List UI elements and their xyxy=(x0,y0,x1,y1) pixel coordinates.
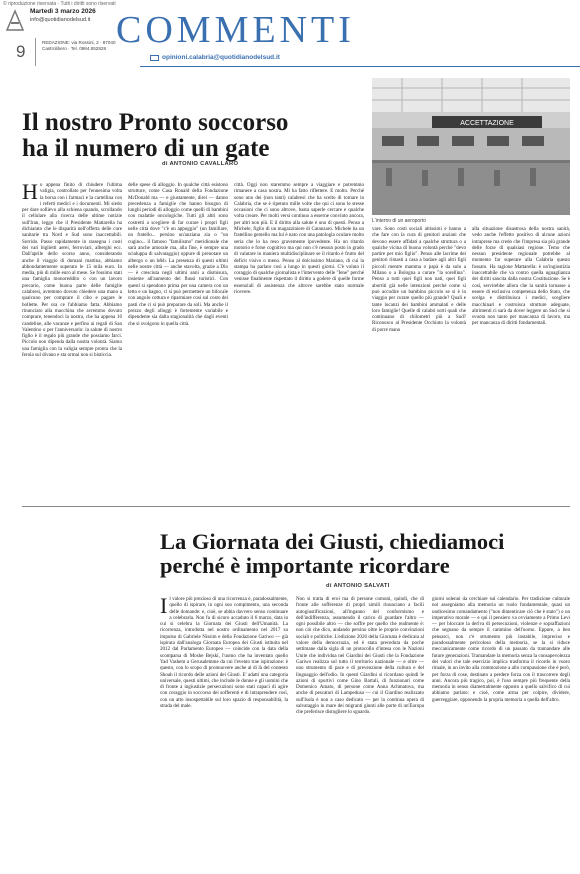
dropcap-letter: H xyxy=(22,182,38,204)
article2-column-2 xyxy=(296,596,424,862)
article2-title-line2: perché è importante ricordare xyxy=(160,553,450,578)
article2-column-3 xyxy=(432,596,570,862)
article2-title-line1: La Giornata dei Giusti, chiediamoci xyxy=(160,529,505,554)
photo-caption: L'interno di un aeroporto xyxy=(372,218,427,224)
check-in-sign: ACCETTAZIONE xyxy=(460,120,514,127)
article1-column-5 xyxy=(472,226,570,504)
airport-photo xyxy=(372,78,570,215)
newspaper-email[interactable]: info@quotidianodelsud.it xyxy=(30,17,91,23)
newspaper-logo-icon xyxy=(4,8,26,34)
article1-title xyxy=(22,110,352,162)
masthead xyxy=(0,8,580,78)
masthead-rule xyxy=(140,66,580,67)
article-separator xyxy=(22,506,570,507)
masthead-divider xyxy=(35,38,36,66)
article1-title-line2: ha il numero di un gate xyxy=(22,135,270,162)
envelope-icon xyxy=(150,55,159,61)
article1-col2-text: delle spese di alloggio. In qualche città esistono strutture, come Casa Ronald della Fondazione McDonald ma — e giustamente, direi — danno precedenza a famiglie che hanno bisogno di lunghi periodi di alloggio come quelli di bambini con malattie oncologiche. Tutti gli altri sono costretti a scegliere di far curare i propri figli nelle città dove "c'è un appoggio" (un familiare, un fratello... persino un'anziana zia o "un cugino... il famoso "familismo" meridionale che sarà anche amorale ma, alla fine, è sempre una scialuppa di salvataggio) oppure di prenotare un albergo o un b&b. La presenza di questi ultimi nelle nostre città — anche stavolta, grazie a Dio — è cresciuta negli ultimi anni a dismisura, insieme all'aumento dei flussi turistici. Con questi si spendono prima per una camera con un letto e un bagno, ci si può permettere un bilocale con angolo cottura e riparmiare così sul costo dei pasti che ci si può preparare da soli. Ma anche il prezzo degli alloggi è fortemente variabile e dipendente sia dalla stagionalità che dagli eventi che si svolgono in quella città. xyxy=(128,182,228,327)
article1-column-3 xyxy=(234,182,364,504)
article2-byline: di ANTONIO SALVATI xyxy=(326,583,390,589)
section-email[interactable]: opinioni.calabria@quotidianodelsud.it xyxy=(162,54,280,61)
article1-byline: di ANTONIO CAVALLARO xyxy=(162,161,239,167)
editorial-office-info: REDAZIONE: via Rossini, 2 · 87040 Castrolibero · Tel. 0984.852828 xyxy=(42,40,116,51)
article1-title-line1: Il nostro Pronto soccorso xyxy=(22,109,289,136)
article2-title xyxy=(160,530,560,578)
copyright-note: © riproduzione riservata · Tutti i diritti sono riservati xyxy=(3,1,116,7)
article2-col2-text: Non si tratta di eroi ma di persone comuni, quindi, che di fronte alle sofferenze di propri simili rinunciano a facili autogiustificazioni, all'inganno del conformismo e dell'indifferenza, assumendo il carico di guardare l'altro — ogni possibile altro — che soffre per quello che realmente è: non ciò che dico, andando persino oltre le proprie convinzioni sociali e politiche. L'edizione 2026 della Giornata è dedicata al valore della democrazia, ed è stata preceduta da poche settimane dalla sigla di un protocollo d'intesa con le Nazioni Unite che individua nei Giardini dei Giusti che la Fondazione Gariwo realizza sul tutto il territorio nazionale — e oltre — uno strumento di pace e di prevenzione della cultura e del linguaggio dell'odio. In questi Giardini si ricordano quindi le azioni di sportivi come Gino Bartali, di funzionari come Domenico Amato, di persone come Anna Achmatova, ma anche di pescatori di Lampedusa — cui il Giardino realizzato sull'Isola è non a caso dedicato — per la continua opera di salvataggio in mare dei migranti giunti alle porte di un'Europa che preferisce distogliere lo sguardo. xyxy=(296,596,424,716)
dropcap-letter-2: I xyxy=(160,596,168,618)
article1-col5-text: alla situazione disastrosa della nostra sanità, vedo anche l'effetto positivo di alcune azioni intraprese ma credo che l'impresa sia più grande delle forze di qualsiasi regione. Temo che nessun presidente regionale potrebbe al momento far superare alla Calabria questo fossato. Ha ragione Mattarella: è un'ingiustizia inaccettabile che va contro quella uguaglianza dei diritti sancita dalla nostra Costituzione. Se è così, servirebbe allora che la sanità tornasse a essere di esclusiva competenza dello Stato, che scelga e distribuisca i medici, scegliere macchinari e costruisca strutture adeguate, altrimenti ci sarà da dover leggere un Sud che si svuota non tanto per mancanza di lavoro, ma per mancanza di diritti fondamentali. xyxy=(472,226,570,327)
page-number: 9 xyxy=(16,42,26,61)
article2-col3-text: giorni solenni da cerchiare sul calendario. Per tradizione culturale noi assegniamo alla memoria un ruolo fondamentale, quasi un undicesimo comandamento ("non dimenticare ciò che è stato") o un imperativo morale — e qui il pensiero va ovviamente a Primo Levi — per bloccare la deriva di persecuzioni, violenze e sopraffazioni che segnano da sempre il cammino dell'uomo. Eppure, a ben pensarci, non c'è strumento più instabile, imprecisо e paradossalmente pericoloso della memoria, se la si riduce meccanicamente come ricordo di un passato da tramandare alle future generazioni. Tramandare la memoria senza la consapevolezza dei valori che tale esercizio implica trasforma il ricordo in vuoto rituale, in un invito alla commozione a allo compassione che è però, per forza di cose, destinato a perdere forza con il trascorrere degli anni. Ancora più tragico, poi, è l'uso sempre più frequente della memoria in senso diametralmente opposto a quello salvifico di cui abbiamo parlato: e cioè, come arma per colpire, dividere, guerreggiare, opponendo la propria memoria a quella dell'altro. xyxy=(432,596,570,703)
article1-column-4 xyxy=(372,226,466,504)
article1-column-1 xyxy=(22,182,122,504)
airport-check-in-image xyxy=(372,78,570,215)
article1-col3-text: città. Oggi non staremmo sempre a viaggiare e potremmo rimanere a casa nostra. Mi ha fatto riflettere. E molto. Perché sono uno dei (non tanti) calabresi che ha scelto di tornare in Calabria, che se è ripetuto mille volte che qui ci sono le stesse occasioni che ci sono altrove, basta saperle cercare e qualche volta creare. Per molti versi continuo a esserne convinto ancora, per altri non più. E il diritto alla salute è uno di questi. Penso a Michele, figlio di un magazziniere di Catanzaro. Michele ha un fratellino gemello ma lui è nato con una patologia oculare molto seria che lo ha reso gravemente ipovedente. Ha un ritardo motorio e forse cognitivo ma qui non c'è nessun posto in grado di valutare in maniera multidisciplinare se il ritardo è frutto del deficit visivo o meno. Penso al dolcissimo Mariano, di cui la stampa ha parlato così a lungo in questi giorni. C'è voluto il coraggio di qualche giornalista e l'intervento delle "Iene" perché venisse finalmente rispettato il diritto a godere di quelle forme essenziali di assistenza che altrove sarebbe stato normale ricevere. xyxy=(234,182,364,296)
article2-column-1 xyxy=(160,596,288,862)
section-title: COMMENTI xyxy=(116,9,355,51)
article1-col4-text: vare. Sono costi sociali altissimi e hanno a che fare con la cura di genitori anziani che devono essere affidati a qualche struttura o a qualche vicina di buona volontà perché "devo partire per mio figlio". Penso alle lacrime dei genitori rimasti a casa a badare agli altri figli piccoli mentre mamma o papà è da solo a Milano o a Bologna a curare "la sorellina". Penso a tutti quei figli non nati, quei figli abortiti già nelle intenzioni perché come si può accudire un bambino piccolo se si è in viaggio per curare quello più grande? Quali e tante locanzi dei bambini ammalati e delle loro famiglie! Quelle di calabri sorti quali che continuano di chilometri più a Sud? Riconosco al Presidente Occhiuto la volontà di porre mano xyxy=(372,226,466,333)
article1-column-2 xyxy=(128,182,228,504)
article1-col1-text: o appena finito di chiudere l'ultima valigia, controllato per l'ennesima volta la borsa con i farmaci e la cartellina con i referti medici e i documenti. Mi siedo per dare sollievo alla schiena quando, scrollando il cellulare alla ricerca delle ultime notizie sull'Iran, leggo che il Presidente Mattarella ha dichiarato che le disparità nell'offerta delle cure sanitarie tra Nord e Sud sono inaccettabili. Sorrido. Passo rapidamente in rassegna i costi dei vari biglietti aerei, ferroviari, alberghi ecc. Dall'aprile dello scorso anno, considerando anche il viaggio di domani mattina, abbiamo abbondantemente superato le 15 mila euro. In media, più di mille euro al mese. Se fossimo stati una famiglia monoreddito o con un lavoro precario, come buona parte delle famiglie calabresi, avremmo dovuto chiedere una mano a qualcuno per comprare il cibo e pagare le bollette. Per ora ce l'abbiamo fatta. Abbiamo rinunciato alla macchina che avremmo dovuto comprare, tenendoci la nostra, che ha appena 16 candeline, alle vacanze e perfino ai regali di San Valentino o per l'anniversario: la salute di nostro figlio è il regalo più grande che possiamo farci. Piccolo non dipenda dalla nostra volontà. Siamo una famiglia con la valigia sempre pronta che la ferola sul divano e sta ormai non si bisticcia. xyxy=(22,182,122,359)
article2-col1-text: l valore più prezioso di una ricorrenza è, paradossalmente, quello di ispirare, in ogni suo compimento, una seconda delle domande: e, cioè, se abbia davvero senso continuare a celebrarla. Non fu di sicuro accaduto il 6 marzo, data in cui si celebra la Giornata dei Giusti dell'Umanità. La ricorrenza, introdotta nel nostro ordinamento nel 2017 su impulso di Gabriele Nissim e della Fondazione Gariwo — già ispirata dall'analoga Giornata Europea dei Giusti istituita nel 2012 dal Parlamento Europeo — coincide con la data della scomparsa di Moshe Bejski, l'uomo che ha inventato quello Yad Vashem a Gerusalemme da cui l'evento trae ispirazione: è questo, con lo scopo di promuovere anche al di là del contesto Shoah il ricordo delle azioni dei Giusti. E' adatti una categoria universale, questi ultimi, che include le donne e gli uomini che di fronte a ingiustizie persecuzioni sono stati capaci di agire con coraggio in soccorso dei sofferenti e di intraprendere così, con un atto insospettabile sul loro spazio di responsabilità, la strada del male. xyxy=(160,596,288,710)
issue-date: Martedì 3 marzo 2026 xyxy=(30,8,96,15)
